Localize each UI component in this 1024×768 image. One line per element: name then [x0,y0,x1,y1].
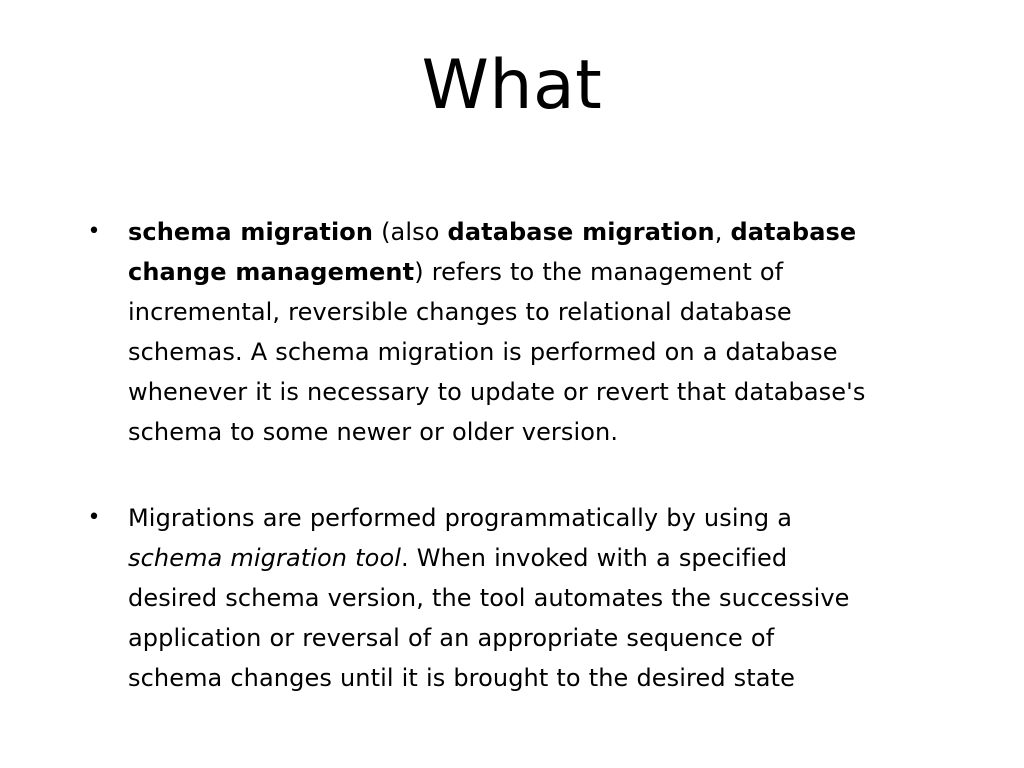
bullet-item-migration-tool [84,498,904,698]
text-also: (also [373,218,448,246]
term-database-migration: database migration [447,218,715,246]
text-when-invoked: . When invoked with a specified [401,544,788,572]
bullet-1-line-3: incremental, reversible changes to relational database [128,298,792,326]
bullet-1-line-4: schemas. A schema migration is performed on a database [128,338,838,366]
bullet-2-line-5: schema changes until it is brought to the desired state [128,664,795,692]
term-database-change-management-line1: database [730,218,857,246]
bullet-2-line-4: application or reversal of an appropriate sequence of [128,624,775,652]
bullet-list [84,212,904,698]
bullet-item-schema-migration-definition [84,212,904,452]
bullet-1-line-6: schema to some newer or older version. [128,418,619,446]
bullet-2-line-2 [128,538,904,578]
bullet-2-line-3: desired schema version, the tool automates the successive [128,584,850,612]
term-database-change-management-line2: change management [128,258,415,286]
bullet-1-line-1 [128,212,904,252]
slide-title: What [421,46,603,125]
term-schema-migration-tool: schema migration tool [128,544,401,572]
bullet-1-line-2 [128,252,904,292]
text-refers-to: ) refers to the management of [414,258,784,286]
term-schema-migration: schema migration [128,218,374,246]
bullet-1-line-5: whenever it is necessary to update or revert that database's [128,378,866,406]
bullet-dot-icon: • [87,219,101,244]
bullet-dot-icon: • [87,505,101,530]
bullet-2-line-1: Migrations are performed programmatically by using a [128,504,793,532]
text-comma: , [714,218,731,246]
